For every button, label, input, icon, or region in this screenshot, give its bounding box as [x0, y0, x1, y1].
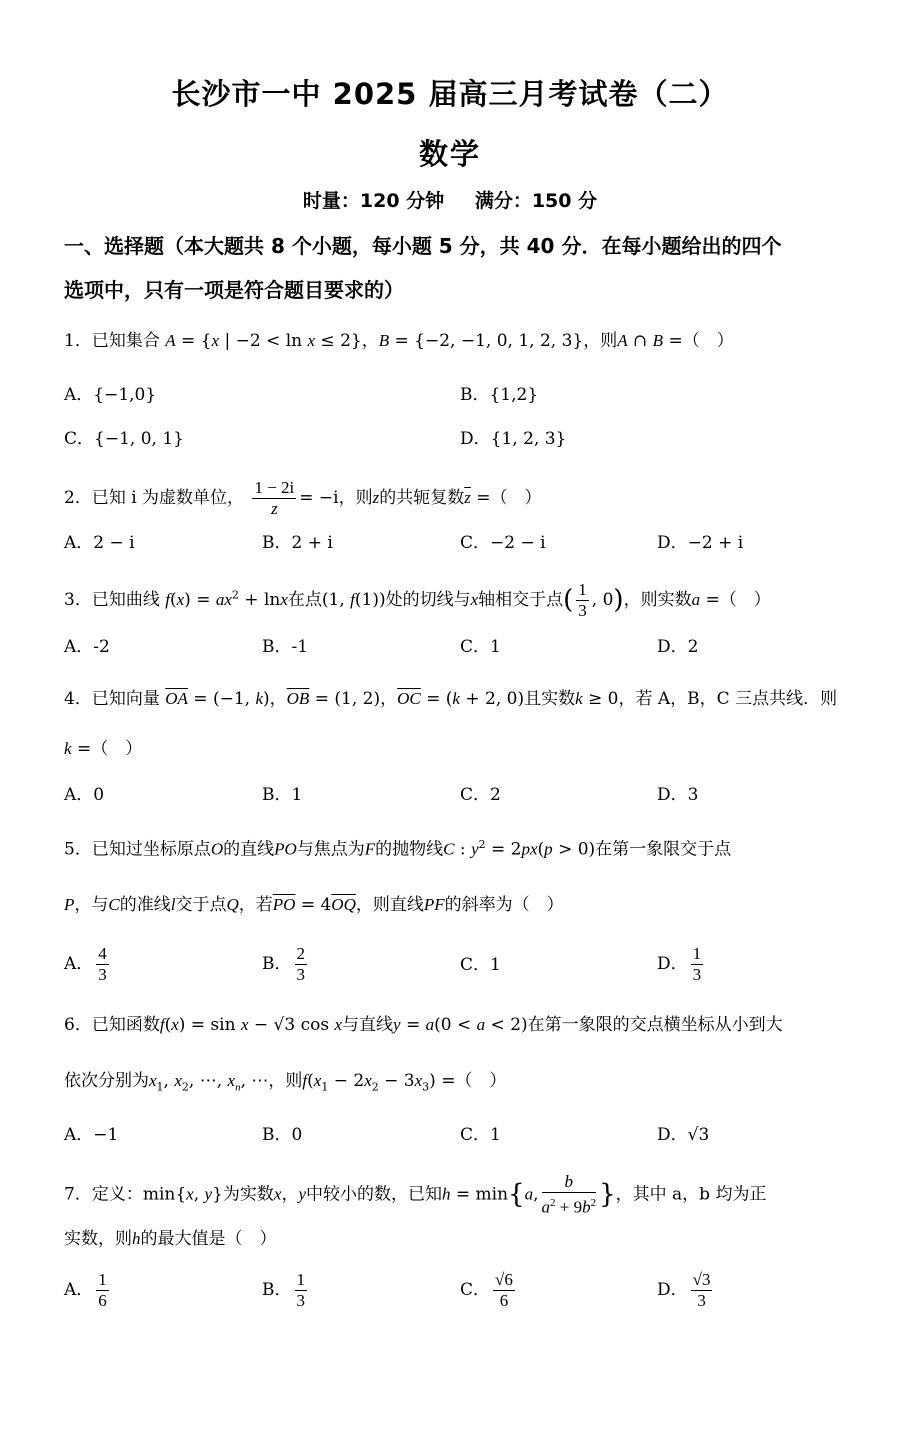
q1-option-b[interactable]: B．{1,2}	[460, 385, 539, 405]
q3-option-c[interactable]: C．1	[460, 637, 501, 657]
fraction: $\frac{1}{3}$	[296, 1270, 305, 1310]
q7-option-a[interactable]: A． $\frac{1}{6}$	[64, 1270, 107, 1310]
q1-option-d[interactable]: D．{1, 2, 3}	[460, 429, 567, 449]
q3-option-a[interactable]: A．-2	[64, 637, 110, 657]
q6-option-a[interactable]: A．−1	[64, 1125, 119, 1145]
fraction: $\frac{b}{a^2 + 9b^2}$	[541, 1172, 597, 1217]
q4-option-d[interactable]: D．3	[657, 785, 699, 805]
question-5: 5．已知过坐标原点O的直线PO与焦点为F的抛物线C : $y^2 = 2px(p > 0)$在第一象限交于点	[64, 838, 732, 860]
q5-option-c[interactable]: C．1	[460, 955, 501, 975]
q1-option-c[interactable]: C．{−1, 0, 1}	[64, 429, 184, 449]
q7-option-c[interactable]: C． $\frac{√6}{6}$	[460, 1270, 513, 1310]
q6-option-d[interactable]: D．√3	[657, 1125, 710, 1145]
fraction: $\frac{4}{3}$	[98, 944, 107, 984]
question-2: 2．已知 i 为虚数单位， $\frac{1 - 2i}{z}$ = −i，则z的共轭复数$\overline{z}$ =（ ）	[64, 478, 542, 518]
fraction: $\frac{√3}{3}$	[692, 1270, 711, 1310]
q5-option-a[interactable]: A． $\frac{4}{3}$	[64, 944, 107, 984]
fraction: $\frac{2}{3}$	[296, 944, 305, 984]
full-score: 满分：150 分	[474, 190, 598, 212]
question-7: 7．定义：min{x, y}为实数x，y中较小的数，已知h = min{a, $\frac{b}{a^2 + 9b^2}$ }，其中 a，b 均为正	[64, 1172, 767, 1217]
q5-option-b[interactable]: B． $\frac{2}{3}$	[262, 944, 305, 984]
q2-option-c[interactable]: C．−2 − i	[460, 533, 546, 553]
q4-option-a[interactable]: A．0	[64, 785, 105, 805]
question-7-cont: 实数，则h的最大值是（ ）	[64, 1229, 277, 1249]
q7-option-d[interactable]: D． $\frac{√3}{3}$	[657, 1270, 711, 1310]
exam-title: 长沙市一中 2025 届高三月考试卷（二）	[171, 77, 729, 111]
fraction: $\frac{1}{3}$	[692, 944, 702, 984]
question-6-cont: 依次分别为$x_1$, $x_2$, ⋯, $x_n$, ⋯，则$f(x_1 - 2x_2 - 3x_3)$ =（ ）	[64, 1071, 507, 1094]
q1-option-a[interactable]: A．{−1,0}	[64, 385, 157, 405]
question-6: 6．已知函数f(x) = sin x − √3 cos x与直线y = a(0 < a < 2)在第一象限的交点横坐标从小到大	[64, 1015, 783, 1035]
question-4: 4．已知向量 $\overline{OA} = (-1$, k)，$\overline{OB} = (1$, 2)，$\overline{OC} = (k + 2$, 0)且实数k ≥ 0，若 A，B，C 三点共线．则	[64, 689, 838, 709]
section-heading-line2: 选项中，只有一项是符合题目要求的）	[64, 278, 404, 302]
q6-option-b[interactable]: B．0	[262, 1125, 303, 1145]
fraction: $\frac{1 - 2i}{z}$	[254, 478, 295, 518]
q5-option-d[interactable]: D． $\frac{1}{3}$	[657, 944, 702, 984]
question-3: 3．已知曲线 $f(x) = ax^2 + \ln x$在点(1, f(1))处的切线与x轴相交于点( $\frac{1}{3}$ , 0)，则实数a =（ ）	[64, 580, 771, 620]
q4-option-c[interactable]: C．2	[460, 785, 501, 805]
fraction: $\frac{√6}{6}$	[495, 1270, 513, 1310]
q4-option-b[interactable]: B．1	[262, 785, 303, 805]
q2-option-d[interactable]: D．−2 + i	[657, 533, 744, 553]
time-limit: 时量：120 分钟	[302, 190, 445, 212]
fraction: $\frac{1}{3}$	[578, 580, 587, 620]
question-5-cont: P，与C的准线l交于点Q，若$\overline{PO} = 4\overline{OQ}$，则直线PF的斜率为（ ）	[64, 895, 564, 915]
fraction: $\frac{1}{6}$	[98, 1270, 107, 1310]
q2-option-b[interactable]: B．2 + i	[262, 533, 333, 553]
exam-info	[0, 186, 900, 213]
q6-option-c[interactable]: C．1	[460, 1125, 501, 1145]
question-4-cont: k =（ ）	[64, 739, 143, 759]
subject-title: 数学	[418, 137, 481, 171]
section-heading-line1: 一、选择题（本大题共 8 个小题，每小题 5 分，共 40 分．在每小题给出的四个	[64, 234, 782, 258]
question-1: 1．已知集合 A = {x | −2 < ln x ≤ 2}，B = {−2, −1, 0, 1, 2, 3}，则A ∩ B =（ ）	[64, 331, 734, 351]
q3-option-d[interactable]: D．2	[657, 637, 699, 657]
q7-option-b[interactable]: B． $\frac{1}{3}$	[262, 1270, 305, 1310]
q3-option-b[interactable]: B．-1	[262, 637, 309, 657]
q2-option-a[interactable]: A．2 − i	[64, 533, 135, 553]
